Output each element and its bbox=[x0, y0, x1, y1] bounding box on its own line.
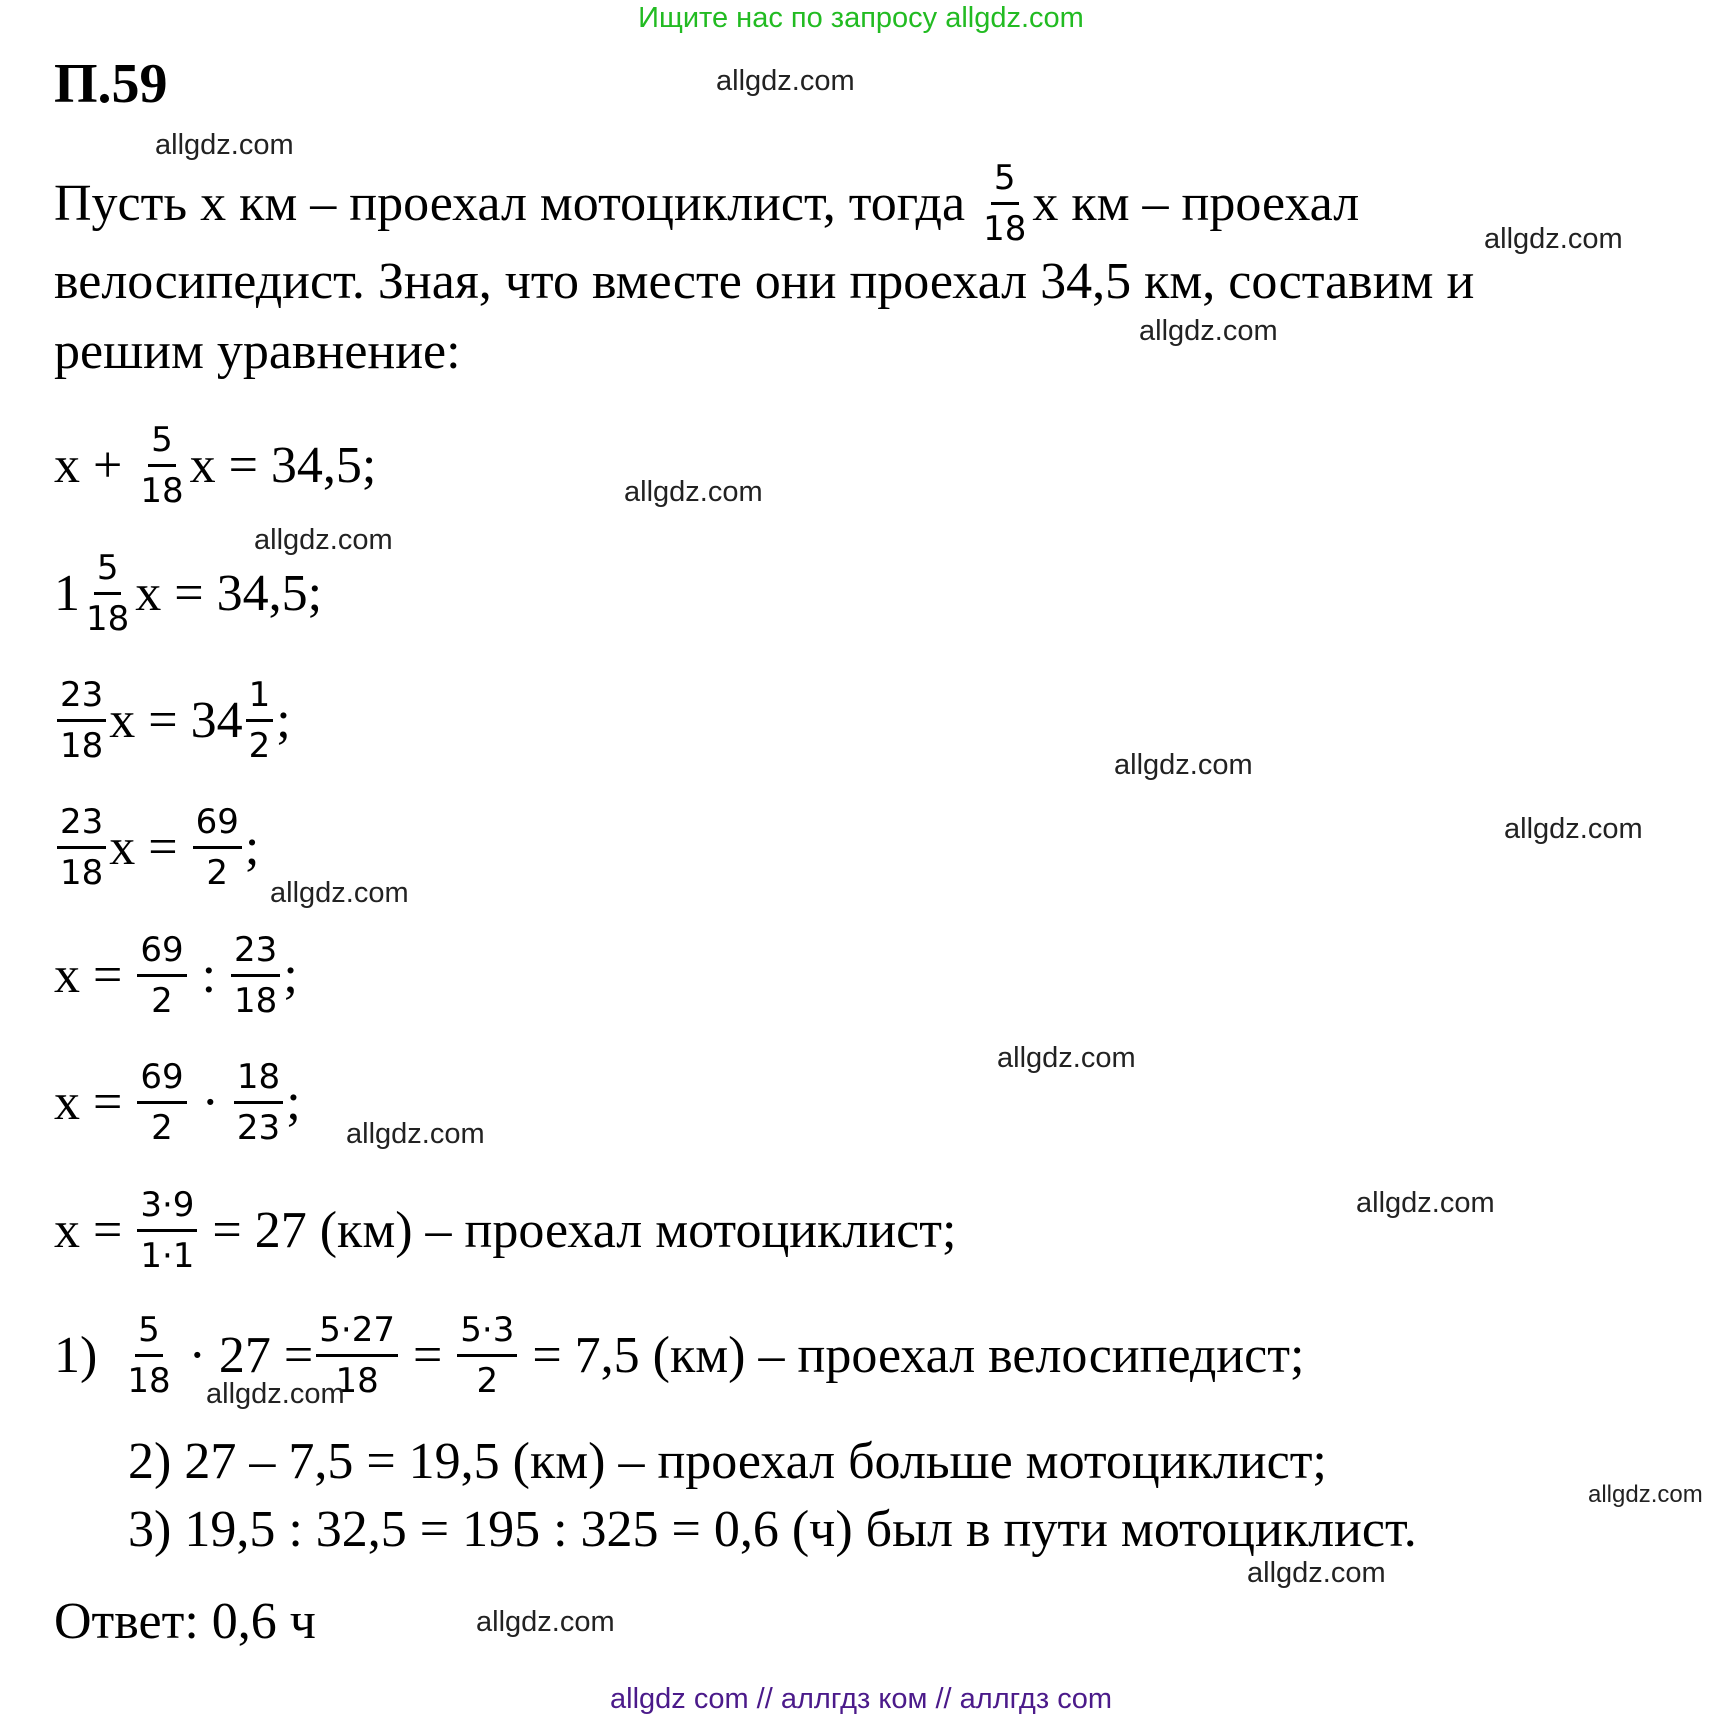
watermark: allgdz.com bbox=[155, 129, 294, 161]
fraction: $\frac{5}{18}$ bbox=[86, 548, 130, 639]
equation-1: x + $\frac{5}{18}$ x = 34,5; bbox=[54, 420, 377, 511]
footer-links: allgdz com // аллгдз ком // аллгдз com bbox=[610, 1683, 1112, 1715]
watermark: allgdz.com bbox=[1504, 813, 1643, 845]
watermark: allgdz.com bbox=[1356, 1187, 1495, 1219]
watermark: allgdz.com bbox=[1484, 223, 1623, 255]
equation-6: x = $\frac{69}{2}$ · $\frac{18}{23}$ ; bbox=[54, 1057, 301, 1148]
watermark: allgdz.com bbox=[1114, 749, 1253, 781]
intro-line-2: велосипедист. Зная, что вместе они проехал 34,5 км, составим и bbox=[54, 253, 1475, 310]
intro-line-3: решим уравнение: bbox=[54, 323, 461, 380]
search-banner: Ищите нас по запросу allgdz.com bbox=[638, 2, 1084, 34]
step-1: 1) $\frac{5}{18}$ · 27 = $\frac{5\cdot 27}{18}$ = $\frac{5\cdot 3}{2}$ = 7,5 (км) – проехал велосипедист; bbox=[54, 1310, 1305, 1401]
intro-line-1 bbox=[54, 158, 1359, 249]
step-2: 2) 27 – 7,5 = 19,5 (км) – проехал больше мотоциклист; bbox=[128, 1433, 1327, 1490]
watermark: allgdz.com bbox=[206, 1378, 345, 1410]
watermark: allgdz.com bbox=[1139, 315, 1278, 347]
fraction: $\frac{23}{18}$ bbox=[231, 930, 280, 1021]
fraction: $\frac{5}{18}$ bbox=[127, 1310, 171, 1401]
fraction: $\frac{23}{18}$ bbox=[57, 802, 106, 893]
fraction: $\frac{69}{2}$ bbox=[137, 1057, 186, 1148]
fraction: $\frac{5}{18}$ bbox=[983, 158, 1027, 249]
fraction: $\frac{5}{18}$ bbox=[140, 420, 184, 511]
watermark: allgdz.com bbox=[997, 1042, 1136, 1074]
fraction: $\frac{18}{23}$ bbox=[234, 1057, 283, 1148]
intro-text-a: Пусть x км – проехал мотоциклист, тогда bbox=[54, 174, 966, 232]
watermark: allgdz.com bbox=[716, 65, 855, 97]
fraction: $\frac{23}{18}$ bbox=[57, 675, 106, 766]
step-3: 3) 19,5 : 32,5 = 195 : 325 = 0,6 (ч) был в пути мотоциклист. bbox=[128, 1501, 1417, 1558]
fraction: $\frac{3\cdot 9}{1\cdot 1}$ bbox=[137, 1185, 197, 1276]
equation-4: $\frac{23}{18}$ x = $\frac{69}{2}$ ; bbox=[54, 802, 259, 893]
intro-text-b: x км – проехал bbox=[1032, 174, 1360, 232]
problem-title: П.59 bbox=[54, 53, 168, 115]
watermark: allgdz.com bbox=[1247, 1557, 1386, 1589]
fraction: $\frac{69}{2}$ bbox=[193, 802, 242, 893]
fraction: $\frac{1}{2}$ bbox=[246, 675, 274, 766]
answer: Ответ: 0,6 ч bbox=[54, 1593, 316, 1650]
fraction: $\frac{5\cdot 27}{18}$ bbox=[316, 1310, 398, 1401]
watermark: allgdz.com bbox=[270, 877, 409, 909]
watermark: allgdz.com bbox=[476, 1606, 615, 1638]
equation-2: 1 $\frac{5}{18}$ x = 34,5; bbox=[54, 548, 323, 639]
fraction: $\frac{69}{2}$ bbox=[137, 930, 186, 1021]
watermark: allgdz.com bbox=[346, 1118, 485, 1150]
fraction: $\frac{5\cdot 3}{2}$ bbox=[457, 1310, 517, 1401]
watermark: allgdz.com bbox=[1588, 1481, 1703, 1508]
watermark: allgdz.com bbox=[254, 524, 393, 556]
equation-7: x = $\frac{3\cdot 9}{1\cdot 1}$ = 27 (км) – проехал мотоциклист; bbox=[54, 1185, 957, 1276]
watermark: allgdz.com bbox=[624, 476, 763, 508]
equation-3: $\frac{23}{18}$ x = 34 $\frac{1}{2}$ ; bbox=[54, 675, 291, 766]
equation-5: x = $\frac{69}{2}$ : $\frac{23}{18}$ ; bbox=[54, 930, 298, 1021]
